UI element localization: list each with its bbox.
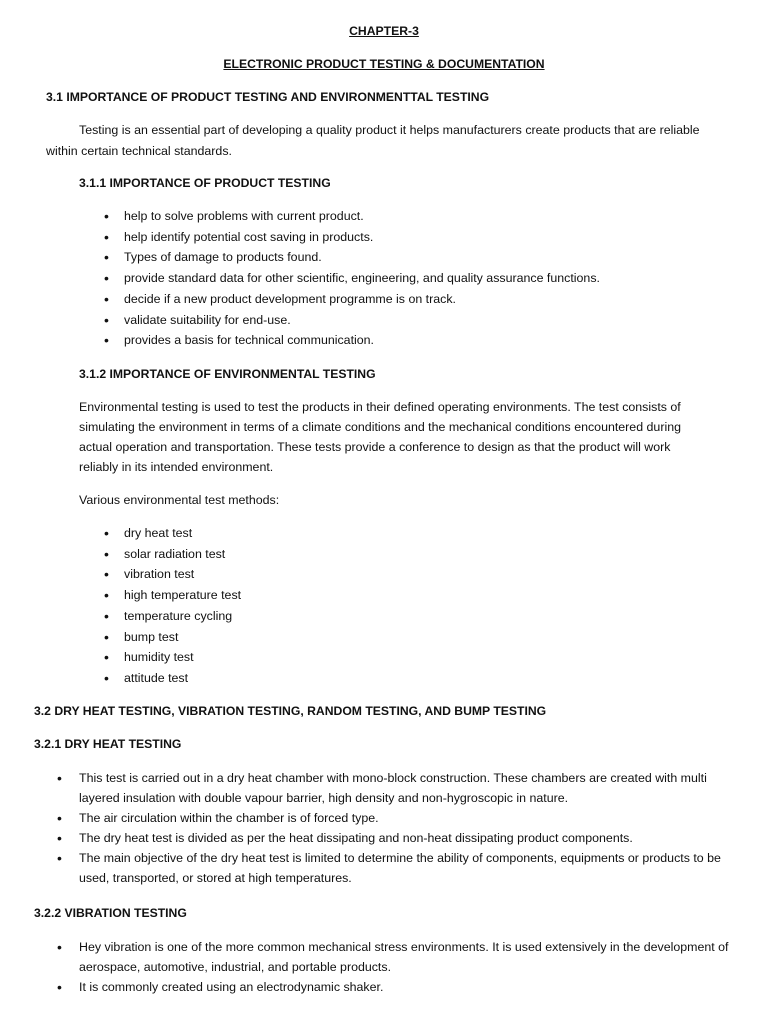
product-testing-list — [104, 206, 600, 351]
section-3-2-heading: 3.2 DRY HEAT TESTING, VIBRATION TESTING, RANDOM TESTING, AND BUMP TESTING — [34, 704, 547, 718]
chapter-label: CHAPTER-3 — [349, 24, 419, 38]
list-item: • validate suitability for end-use. — [104, 310, 600, 331]
env-para-line-1: Environmental testing is used to test the products in their defined operating environments. The test consists of — [79, 400, 681, 414]
list-item: • The air circulation within the chamber is of forced type. — [57, 808, 747, 828]
list-item: • The dry heat test is divided as per the heat dissipating and non-heat dissipating product components. — [57, 828, 747, 848]
section-3-2-1-heading: 3.2.1 DRY HEAT TESTING — [34, 737, 182, 751]
list-item: • temperature cycling — [104, 606, 241, 627]
list-item: • vibration test — [104, 564, 241, 585]
list-item: • The main objective of the dry heat test is limited to determine the ability of components, equipments or products to be used, transported, or stored at high temperatures. — [57, 848, 747, 888]
env-methods-list — [104, 523, 241, 689]
env-para-line-4: reliably in its intended environment. — [79, 460, 274, 474]
list-item: • This test is carried out in a dry heat chamber with mono-block construction. These chambers are created with multi layered insulation with double vapour barrier, high density and non-hygroscopic in nature. — [57, 768, 747, 808]
list-item: • bump test — [104, 627, 241, 648]
env-para-line-3: actual operation and transportation. These tests provide a conference to design as that the product will work — [79, 440, 671, 454]
list-item: • humidity test — [104, 647, 241, 668]
list-item: • decide if a new product development programme is on track. — [104, 289, 600, 310]
section-3-1-2-heading: 3.1.2 IMPORTANCE OF ENVIRONMENTAL TESTING — [79, 367, 376, 381]
list-item: • provides a basis for technical communication. — [104, 330, 600, 351]
methods-intro: Various environmental test methods: — [79, 493, 280, 507]
section-3-1-para-line-1: Testing is an essential part of developing a quality product it helps manufacturers create products that are reliable — [79, 123, 700, 137]
list-item: • It is commonly created using an electrodynamic shaker. — [57, 977, 747, 997]
section-3-1-1-heading: 3.1.1 IMPORTANCE OF PRODUCT TESTING — [79, 176, 331, 190]
list-item: • dry heat test — [104, 523, 241, 544]
list-item: • help identify potential cost saving in products. — [104, 227, 600, 248]
list-item: • high temperature test — [104, 585, 241, 606]
vibration-list — [57, 937, 747, 997]
section-3-2-2-heading: 3.2.2 VIBRATION TESTING — [34, 906, 187, 920]
section-3-1-para-line-2: within certain technical standards. — [46, 144, 232, 158]
list-item: • help to solve problems with current product. — [104, 206, 600, 227]
section-3-1-heading: 3.1 IMPORTANCE OF PRODUCT TESTING AND ENVIRONMENTTAL TESTING — [46, 90, 490, 104]
list-item: • provide standard data for other scientific, engineering, and quality assurance functions. — [104, 268, 600, 289]
list-item: • Types of damage to products found. — [104, 247, 600, 268]
dry-heat-list — [57, 768, 747, 888]
list-item: • Hey vibration is one of the more common mechanical stress environments. It is used extensively in the development of aerospace, automotive, industrial, and portable products. — [57, 937, 747, 977]
chapter-title: ELECTRONIC PRODUCT TESTING & DOCUMENTATION — [223, 57, 545, 71]
list-item: • attitude test — [104, 668, 241, 689]
env-para-line-2: simulating the environment in terms of a climate conditions and the mechanical conditions encountered during — [79, 420, 681, 434]
list-item: • solar radiation test — [104, 544, 241, 565]
